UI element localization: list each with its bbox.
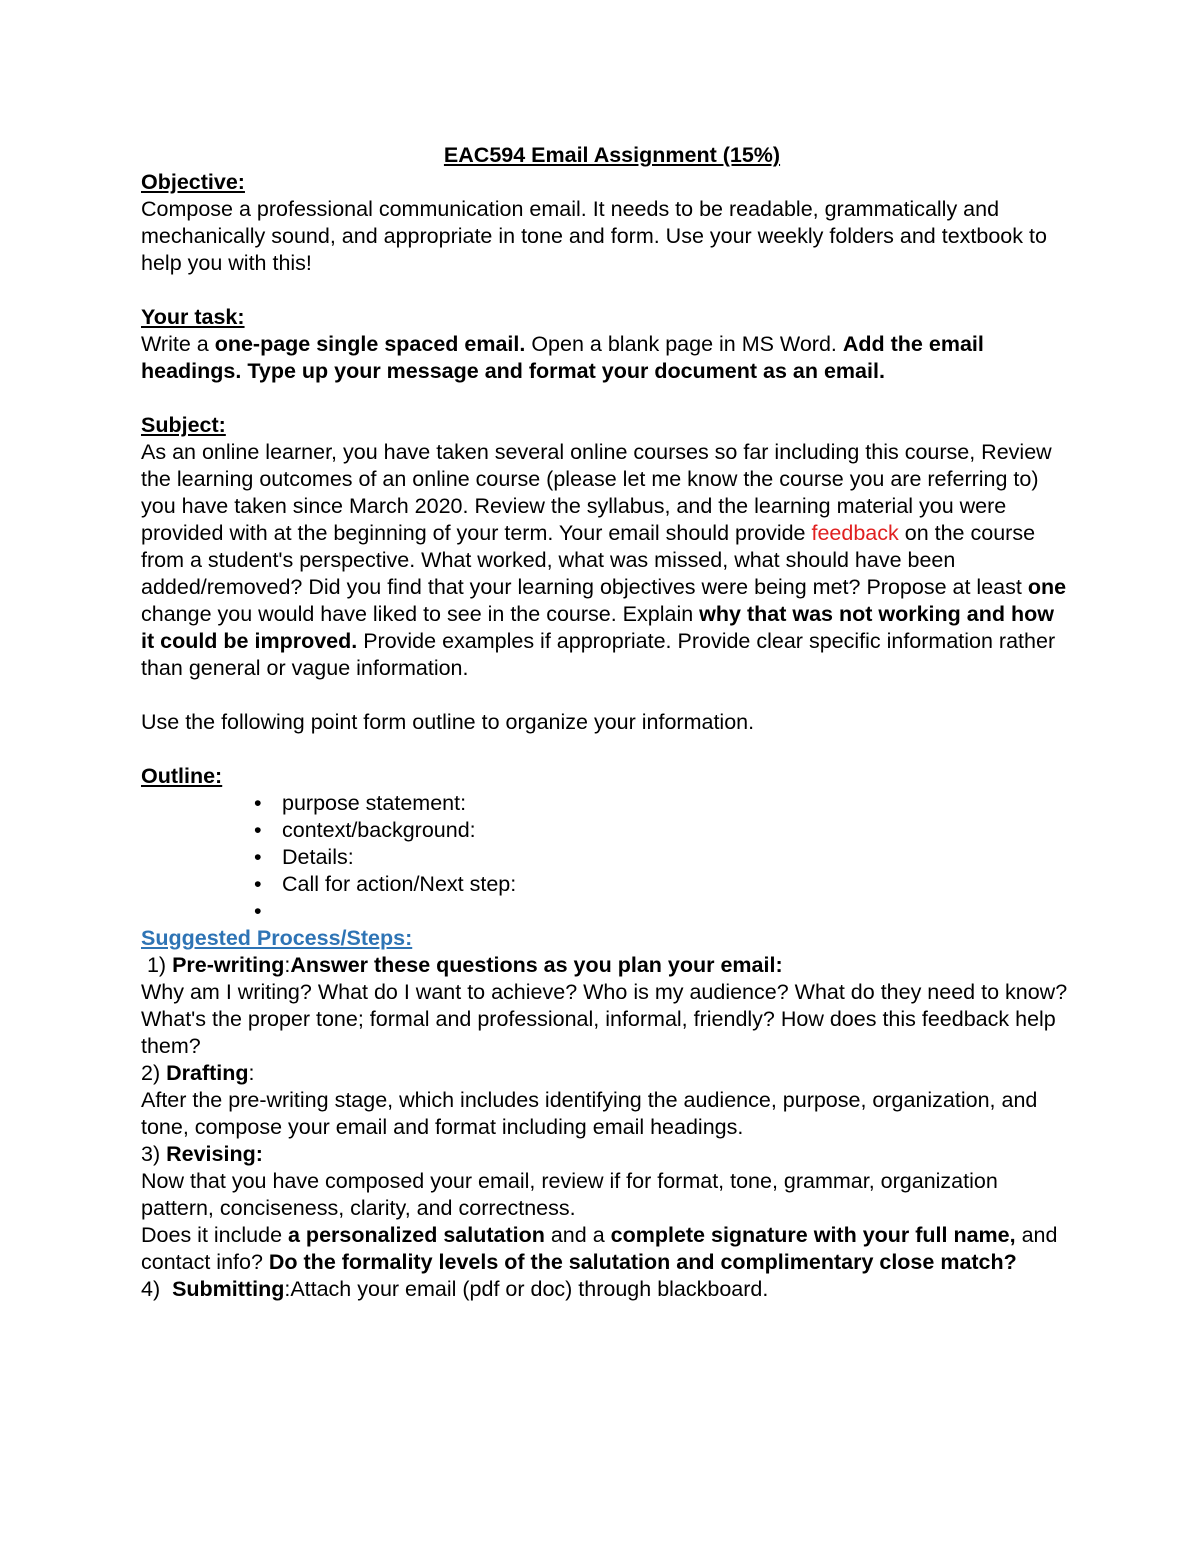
bullet-icon: • bbox=[254, 818, 262, 842]
document-title: EAC594 Email Assignment (15%) bbox=[443, 143, 781, 167]
step-2-title bbox=[141, 1060, 1071, 1087]
subject-text-4: Provide examples if appropriate. Provide clear specific information rather than general or vague information. bbox=[141, 629, 1056, 680]
step-4 bbox=[141, 1276, 1071, 1303]
step-2-text: After the pre-writing stage, which includes identifying the audience, purpose, organization, and tone, compose your email and format including email headings. bbox=[141, 1088, 1038, 1139]
outline-item bbox=[240, 871, 1071, 898]
step-3-text: Now that you have composed your email, review if for format, tone, grammar, organization pattern, conciseness, clarity, and correctness. bbox=[141, 1169, 998, 1220]
spacer bbox=[141, 682, 1071, 709]
outline-item-text: Details: bbox=[282, 845, 354, 869]
outline-item-text: context/background: bbox=[282, 818, 476, 842]
step-3-q1: Does it include bbox=[141, 1223, 288, 1247]
step-3-questions bbox=[141, 1222, 1071, 1276]
subject-text-3: change you would have liked to see in the course. Explain bbox=[141, 602, 700, 626]
step-1-text: Why am I writing? What do I want to achieve? Who is my audience? What do they need to know?What's the proper tone; formal and professional, informal, friendly? How does this feedback help them? bbox=[141, 980, 1068, 1058]
step-1-label: Pre-writing bbox=[172, 953, 285, 977]
subject-text-2: on the course from a student's perspective. What worked, what was missed, what should have been added/removed? Did you find that your learning objectives were being met? Propose at least bbox=[141, 521, 1036, 599]
step-3-label: Revising: bbox=[166, 1142, 263, 1166]
bullet-icon: • bbox=[254, 845, 262, 869]
task-text-2: Open a blank page in MS Word. bbox=[525, 332, 843, 356]
step-3-q3: and contact info? bbox=[141, 1223, 1058, 1274]
outline-item-text: Call for action/Next step: bbox=[282, 872, 517, 896]
step-1-prompt: Answer these questions as you plan your email: bbox=[290, 953, 783, 977]
step-2-number: 2) bbox=[141, 1061, 167, 1085]
outline-item bbox=[240, 898, 1071, 925]
outline-item bbox=[240, 817, 1071, 844]
objective-text: Compose a professional communication email. It needs to be readable, grammatically and mechanically sound, and appropriate in tone and form. Use your weekly folders and textbook to help you with this! bbox=[141, 197, 1047, 275]
step-4-label: Submitting bbox=[172, 1277, 285, 1301]
feedback-highlight: feedback bbox=[811, 521, 899, 545]
step-2-label: Drafting bbox=[166, 1061, 249, 1085]
task-bold-2: Add the email headings. Type up your message and format your document as an email. bbox=[141, 332, 984, 383]
outline-list bbox=[141, 790, 1071, 925]
outline-item bbox=[240, 790, 1071, 817]
outline-item bbox=[240, 844, 1071, 871]
step-3-number: 3) bbox=[141, 1142, 167, 1166]
step-1-title bbox=[141, 952, 1071, 979]
step-3-title bbox=[141, 1141, 1071, 1168]
spacer bbox=[141, 277, 1071, 304]
step-3-b1: a personalized salutation bbox=[288, 1223, 545, 1247]
spacer bbox=[141, 736, 1071, 763]
bullet-icon: • bbox=[254, 899, 262, 923]
step-4-number: 4) bbox=[141, 1277, 173, 1301]
step-2-colon: : bbox=[248, 1061, 255, 1085]
step-4-text: :Attach your email (pdf or doc) through blackboard. bbox=[284, 1277, 769, 1301]
subject-heading: Subject: bbox=[141, 413, 226, 437]
subject-text bbox=[141, 439, 1071, 682]
bullet-icon: • bbox=[254, 791, 262, 815]
document-body bbox=[141, 142, 1071, 1303]
outline-instruction: Use the following point form outline to organize your information. bbox=[141, 710, 755, 734]
spacer bbox=[141, 385, 1071, 412]
step-1-colon: : bbox=[284, 953, 291, 977]
task-text bbox=[141, 331, 1071, 385]
steps-heading: Suggested Process/Steps: bbox=[141, 926, 413, 950]
subject-bold-2: why that was not working and how it could be improved. bbox=[141, 602, 1054, 653]
bullet-icon: • bbox=[254, 872, 262, 896]
subject-bold-1: one bbox=[1027, 575, 1067, 599]
outline-item-text: purpose statement: bbox=[282, 791, 467, 815]
outline-heading: Outline: bbox=[141, 764, 223, 788]
objective-heading: Objective: bbox=[141, 170, 245, 194]
step-1-number: 1) bbox=[141, 953, 173, 977]
step-3-b3: Do the formality levels of the salutation and complimentary close match? bbox=[268, 1250, 1017, 1274]
subject-text-1: As an online learner, you have taken several online courses so far including this course, Review the learning outcomes of an online course (please let me know the course you are referring to) you have taken since March 2020. Review the syllabus, and the learning material you were provided with at the beginning of your term. Your email should provide bbox=[141, 440, 1052, 545]
task-text-1: Write a bbox=[141, 332, 215, 356]
task-bold-1: one-page single spaced email. bbox=[214, 332, 526, 356]
task-heading: Your task: bbox=[141, 305, 245, 329]
step-3-b2: complete signature with your full name, bbox=[610, 1223, 1016, 1247]
step-3-q2: and a bbox=[544, 1223, 611, 1247]
